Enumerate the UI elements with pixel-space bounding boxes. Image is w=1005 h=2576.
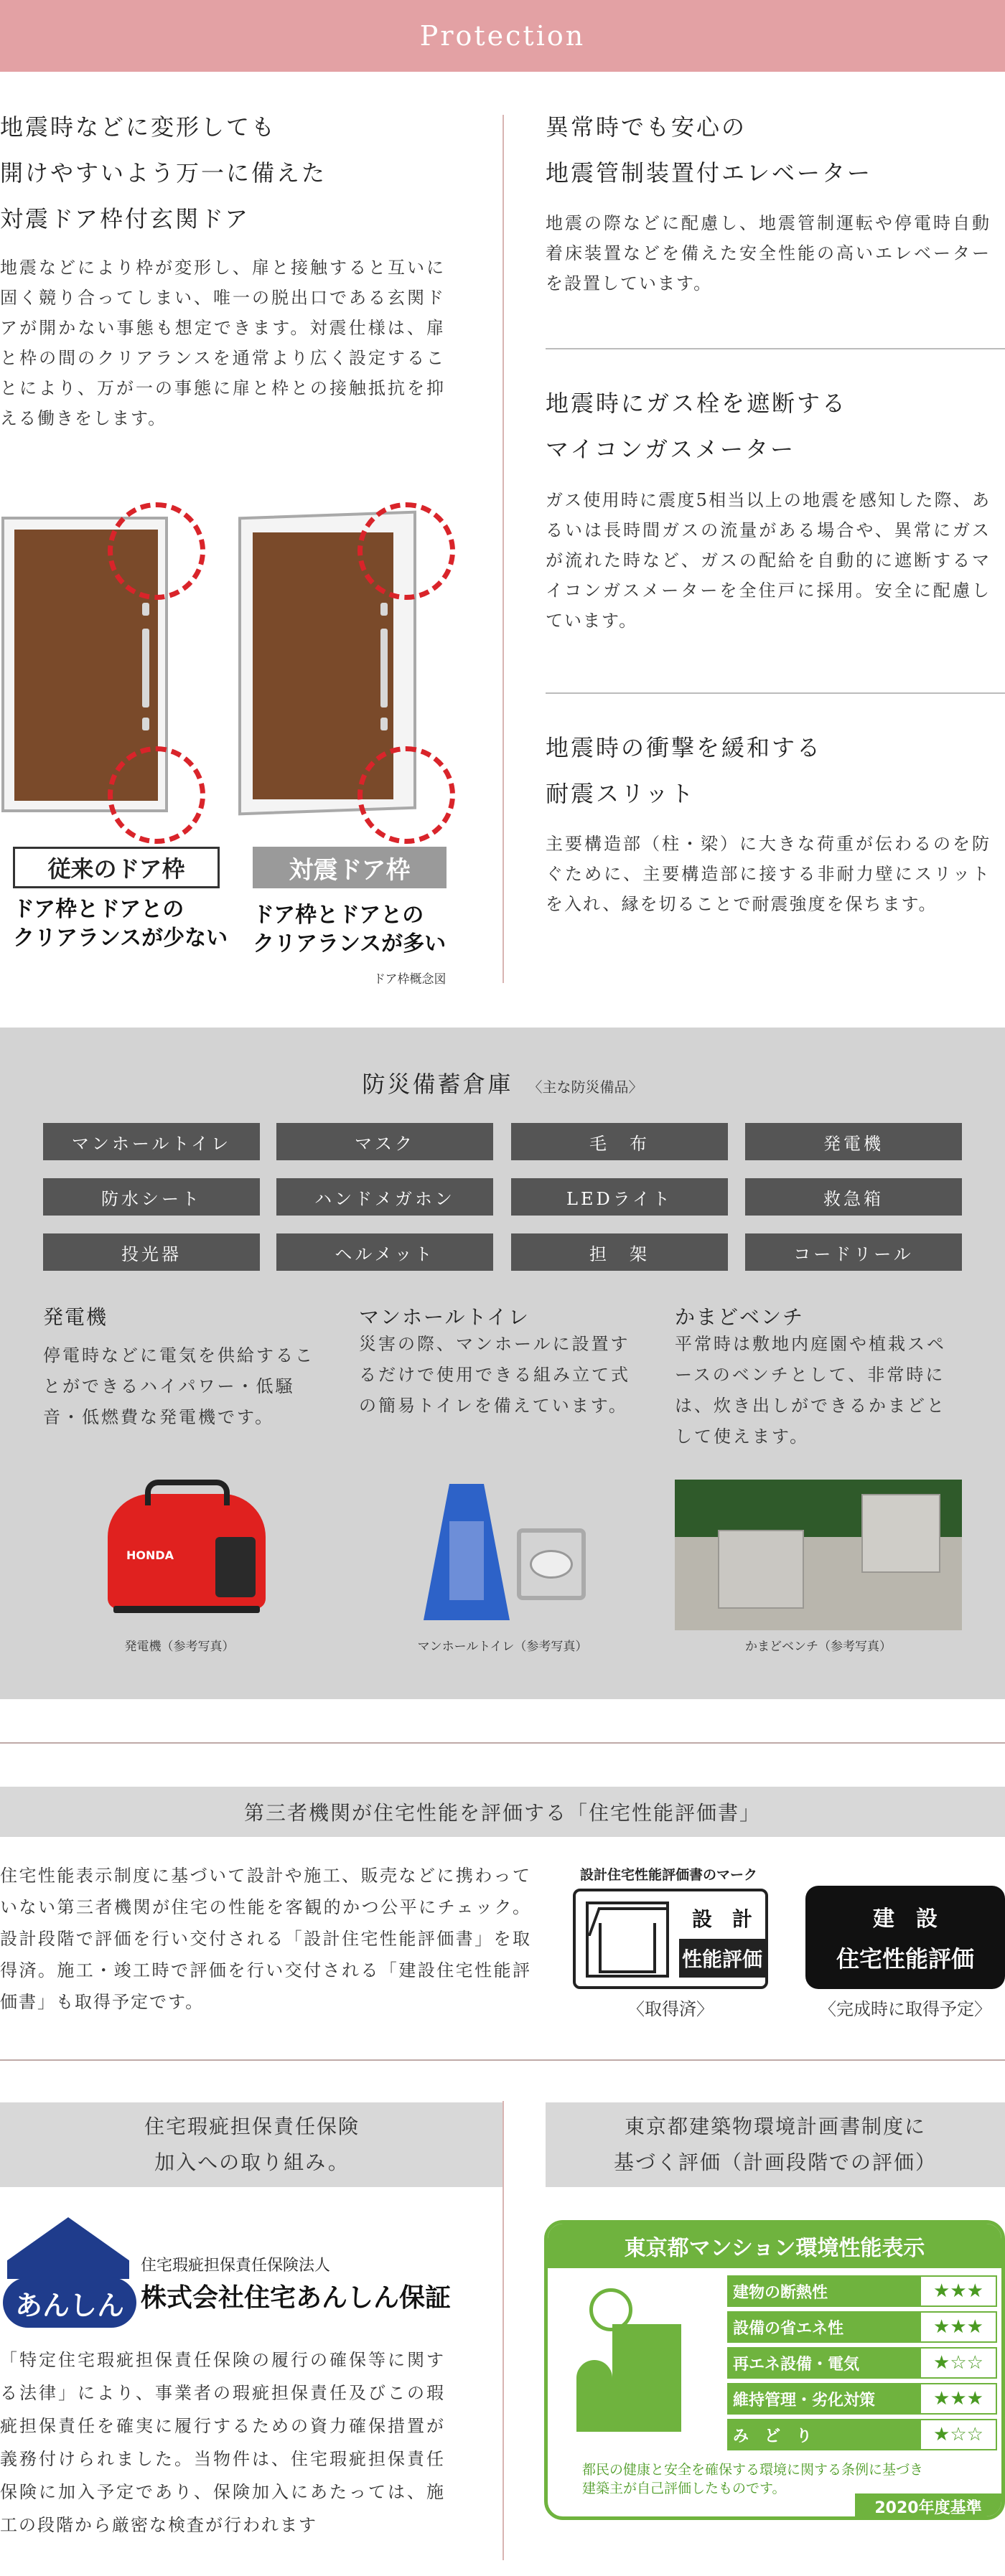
build-line2: 住宅性能評価	[836, 1945, 974, 1973]
insurance-banner: 住宅瑕疵担保責任保険 加入への取り組み。	[0, 2102, 504, 2187]
anshin-logo-text: あんしん	[3, 2277, 136, 2328]
storage-subtitle: 〈主な防災備品〉	[528, 1078, 643, 1096]
elevator-title: 異常時でも安心の 地震管制装置付エレベーター	[546, 113, 873, 187]
mark-top: 設 計	[691, 1907, 752, 1931]
eco-sun	[589, 2288, 632, 2331]
door-hinge	[142, 603, 149, 616]
conventional-label: 従来のドア枠	[13, 847, 220, 888]
insurance-org-name: 株式会社住宅あんしん保証	[141, 2283, 452, 2313]
storage-tag: 毛 布	[511, 1123, 728, 1160]
toilet-title: マンホールトイレ	[359, 1305, 530, 1329]
generator-panel	[215, 1537, 256, 1597]
clearance-circle	[357, 502, 455, 600]
storage-tag: 発電機	[745, 1123, 962, 1160]
storage-heading	[0, 1066, 1005, 1099]
bench-block	[718, 1530, 804, 1609]
gas-title: 地震時にガス栓を遮断する マイコンガスメーター	[546, 390, 848, 463]
eco-row-name: 再エネ設備・電気	[727, 2347, 920, 2379]
column-divider	[502, 2101, 504, 2560]
storage-tag: マスク	[276, 1123, 493, 1160]
build-line1: 建 設	[873, 1907, 938, 1932]
anshin-logo-roof	[7, 2217, 129, 2279]
eco-row-stars: ★★★	[920, 2275, 997, 2307]
generator-body: 停電時などに電気を供給することができるハイパワー・低騒音・低燃費な発電機です。	[43, 1345, 314, 1427]
insurance-org-type: 住宅瑕疵担保責任保険法人	[141, 2257, 331, 2275]
evaluation-banner: 第三者機関が住宅性能を評価する「住宅性能評価書」	[0, 1787, 1005, 1837]
eco-year: 2020年度基準	[855, 2493, 1001, 2519]
elevator-body: 地震の際などに配慮し、地震管制運転や停電時自動着床装置などを備えた安全性能の高いエレベーターを設置しています。	[546, 213, 991, 293]
eco-row-name: 維持管理・劣化対策	[727, 2383, 920, 2415]
eco-rating-row	[727, 2347, 997, 2379]
build-caption: 〈完成時に取得予定〉	[819, 1999, 991, 2019]
door-hinge	[380, 603, 388, 616]
generator-title: 発電機	[43, 1305, 108, 1329]
storage-tag: ヘルメット	[276, 1233, 493, 1271]
conventional-caption: ドア枠とドアとの クリアランスが少ない	[13, 897, 228, 951]
section-rule	[546, 348, 1005, 349]
figure-note: ドア枠概念図	[373, 972, 447, 987]
storage-tag: コードリール	[745, 1233, 962, 1271]
construction-evaluation-mark	[805, 1886, 1005, 1989]
storage-tag: ハンドメガホン	[276, 1178, 493, 1216]
house-icon-roof	[588, 1907, 668, 1936]
insurance-body: 「特定住宅瑕疵担保責任保険の履行の確保等に関する法律」により、事業者の瑕疵担保責任及びこの瑕疵担保責任を確実に履行するための資力確保措置が義務付けられました。当物件は、住宅瑕疵担保責任保険に加入予定であり、保険加入にあたっては、施工の段階から厳密な検査が行われます	[0, 2350, 445, 2535]
door-body: 地震などにより枠が変形し、扉と接触すると互いに固く競り合ってしまい、唯一の脱出口である玄関ドアが開かない事態も想定できます。対震仕様は、扉と枠の間のクリアランスを通常より広く設定することにより、万が一の事態に扉と枠との接触抵抗を抑える働きをします。	[0, 258, 445, 428]
eco-row-name: 建物の断熱性	[727, 2275, 920, 2307]
storage-tag: 投光器	[43, 1233, 260, 1271]
eco-row-name: 設備の省エネ性	[727, 2311, 920, 2343]
toilet-caption: マンホールトイレ（参考写真）	[417, 1640, 588, 1654]
generator-handle	[145, 1480, 230, 1505]
design-evaluation-mark	[573, 1889, 768, 1989]
slit-title: 地震時の衝撃を緩和する 耐震スリット	[546, 734, 823, 807]
eco-tree	[576, 2360, 612, 2432]
header-title: Protection	[419, 20, 586, 52]
clearance-circle	[108, 502, 205, 600]
eco-rating-row	[727, 2383, 997, 2415]
storage-tag: 救急箱	[745, 1178, 962, 1216]
section-rule	[0, 2059, 1005, 2061]
eco-building	[612, 2324, 681, 2432]
mark-caption: 〈取得済〉	[627, 1999, 714, 2019]
eco-row-stars: ★☆☆	[920, 2347, 997, 2379]
slit-body: 主要構造部（柱・梁）に大きな荷重が伝わるのを防ぐために、主要構造部に接する非耐力壁にスリットを入れ、縁を切ることで耐震強度を保ちます。	[546, 834, 991, 914]
eco-row-stars: ★★★	[920, 2311, 997, 2343]
generator-photo	[108, 1480, 266, 1616]
toilet-tent-door	[449, 1521, 484, 1600]
mark-title: 設計住宅性能評価書のマーク	[580, 1867, 758, 1883]
eco-row-stars: ★☆☆	[920, 2419, 997, 2450]
eco-rating-row	[727, 2275, 997, 2307]
eco-footnote: 都民の健康と安全を確保する環境に関する条例に基づき 建築主が自己評価したものです。	[582, 2462, 924, 2496]
bench-body: 平常時は敷地内庭園や植栽スペースのベンチとして、非常時には、炊き出しができるかまどとして使えます。	[675, 1334, 946, 1447]
seismic-caption: ドア枠とドアとの クリアランスが多い	[253, 903, 447, 956]
storage-tag: 担 架	[511, 1233, 728, 1271]
toilet-seat	[530, 1550, 573, 1579]
tokyo-banner: 東京都建築物環境計画書制度に 基づく評価（計画段階での評価）	[546, 2102, 1005, 2187]
toilet-body: 災害の際、マンホールに設置するだけで使用できる組み立て式の簡易トイレを備えています。	[359, 1334, 630, 1416]
eco-rating-row	[727, 2419, 997, 2450]
section-rule	[0, 1742, 1005, 1744]
bench-title: かまどベンチ	[675, 1305, 805, 1329]
eco-row-stars: ★★★	[920, 2383, 997, 2415]
door-hinge	[142, 718, 149, 730]
eco-label-title: 東京都マンション環境性能表示	[548, 2224, 1001, 2268]
door-hinge	[380, 718, 388, 730]
eco-rating-table	[727, 2275, 997, 2450]
page-header	[0, 0, 1005, 72]
evaluation-body: 住宅性能表示制度に基づいて設計や施工、販売などに携わっていない第三者機関が住宅の性能を客観的かつ公平にチェック。設計段階で評価を行い交付される「設計住宅性能評価書」を取得済。施工・竣工時で評価を行い交付される「建設住宅性能評価書」も取得予定です。	[0, 1866, 531, 2012]
toilet-photo	[416, 1478, 596, 1622]
seismic-label: 対震ドア枠	[253, 847, 447, 888]
eco-row-name: み ど り	[727, 2419, 920, 2450]
bench-block	[861, 1494, 940, 1573]
door-title: 地震時などに変形しても 開けやすいよう万一に備えた 対震ドア枠付玄関ドア	[0, 113, 327, 232]
disaster-storage-section	[0, 1028, 1005, 1699]
door-handle	[380, 629, 388, 708]
door-figure	[0, 502, 474, 990]
eco-rating-row	[727, 2311, 997, 2343]
generator-brand: HONDA	[126, 1548, 174, 1562]
tokyo-eco-label	[544, 2220, 1005, 2520]
anshin-logo	[3, 2217, 136, 2331]
storage-tag: 防水シート	[43, 1178, 260, 1216]
section-rule	[546, 692, 1005, 694]
clearance-circle	[108, 746, 205, 844]
clearance-circle	[357, 746, 455, 844]
storage-tag: マンホールトイレ	[43, 1123, 260, 1160]
door-handle	[142, 629, 149, 708]
generator-base	[113, 1606, 260, 1613]
generator-caption: 発電機（参考写真）	[124, 1640, 235, 1654]
bench-photo	[675, 1480, 962, 1630]
column-divider	[502, 115, 504, 983]
house-icon	[586, 1902, 669, 1978]
eco-building-icon	[569, 2288, 706, 2439]
storage-title: 防災備蓄倉庫	[362, 1071, 513, 1098]
gas-body: ガス使用時に震度5相当以上の地震を感知した際、あるいは長時間ガスの流量がある場合や、異常にガスが流れた時など、ガスの配給を自動的に遮断するマイコンガスメーターを全住戸に採用。安全に配慮しています。	[546, 490, 991, 631]
bench-caption: かまどベンチ（参考写真）	[745, 1640, 892, 1654]
mark-bottom: 性能評価	[679, 1939, 765, 1978]
storage-tag: LEDライト	[511, 1178, 728, 1216]
